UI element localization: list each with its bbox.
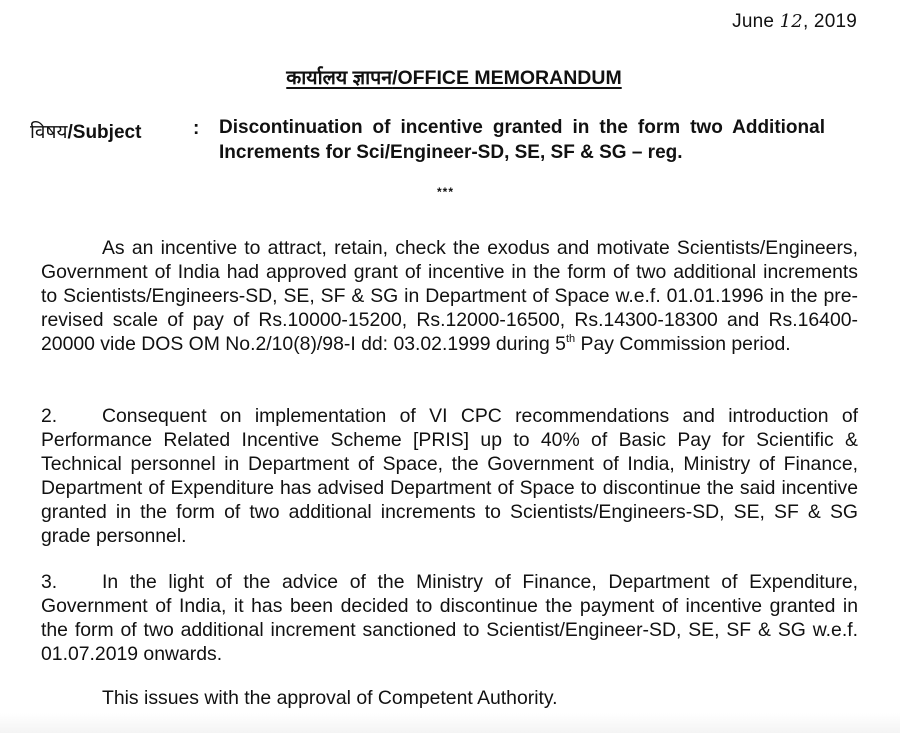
subject-colon: : [193, 118, 200, 139]
paragraph-1 [41, 236, 858, 356]
paragraph-3-number: 3. [41, 571, 58, 593]
approval-line: This issues with the approval of Competent Authority. [102, 687, 558, 709]
paragraph-2 [41, 404, 858, 548]
memo-title [0, 63, 900, 90]
paragraph-2-text: Consequent on implementation of VI CPC recommendations and introduction of Performance Related Incentive Scheme [PRIS] up to 40% of Basic Pay for Scientific & Technical personnel in Department of Space, the Government of India, Ministry of Finance, Department of Expenditure has advised Department of Space to discontinue the said incentive granted in the form of two additional increments to Scientists/Engineers-SD, SE, SF & SG grade personnel. [41, 405, 858, 547]
paragraph-3-text: In the light of the advice of the Ministry of Finance, Department of Expenditure, Government of India, it has been decided to discontinue the payment of incentive granted in the form of two additional increment sanctioned to Scientist/Engineer-SD, SE, SF & SG w.e.f. 01.07.2019 onwards. [41, 571, 858, 665]
subject-label-hindi: विषय [30, 122, 68, 143]
subject-label [30, 118, 141, 144]
paragraph-1-text: As an incentive to attract, retain, check the exodus and motivate Scientists/Engineers, Government of India had approved grant of incentive in the form of two additional increments to Scientists/Engineers-SD, SE, SF & SG in Department of Space w.e.f. 01.01.1996 in the pre-revised scale of pay of Rs.10000-15200, Rs.12000-16500, Rs.14300-18300 and Rs.16400-20000 vide DOS OM No.2/10(8)/98-I dd: 03.02.1999 during 5 [41, 237, 858, 355]
page-bottom-edge [0, 713, 900, 733]
date-month: June [732, 11, 775, 32]
separator-stars: *** [437, 185, 455, 199]
paragraph-1-text-end: Pay Commission period. [575, 333, 791, 355]
date-day-handwritten: 12 [779, 11, 803, 32]
paragraph-1-sup: th [565, 333, 576, 345]
date-year: , 2019 [802, 11, 857, 32]
paragraph-2-number: 2. [41, 405, 58, 427]
title-english: /OFFICE MEMORANDUM [392, 67, 622, 89]
title-hindi: कार्यालय ज्ञापन [286, 67, 393, 89]
subject-text: Discontinuation of incentive granted in the form two Additional Increments for Sci/Engineer-SD, SE, SF & SG – reg. [219, 117, 825, 163]
memo-date [732, 11, 857, 33]
subject-label-english: /Subject [67, 122, 142, 143]
paragraph-3 [41, 570, 858, 666]
